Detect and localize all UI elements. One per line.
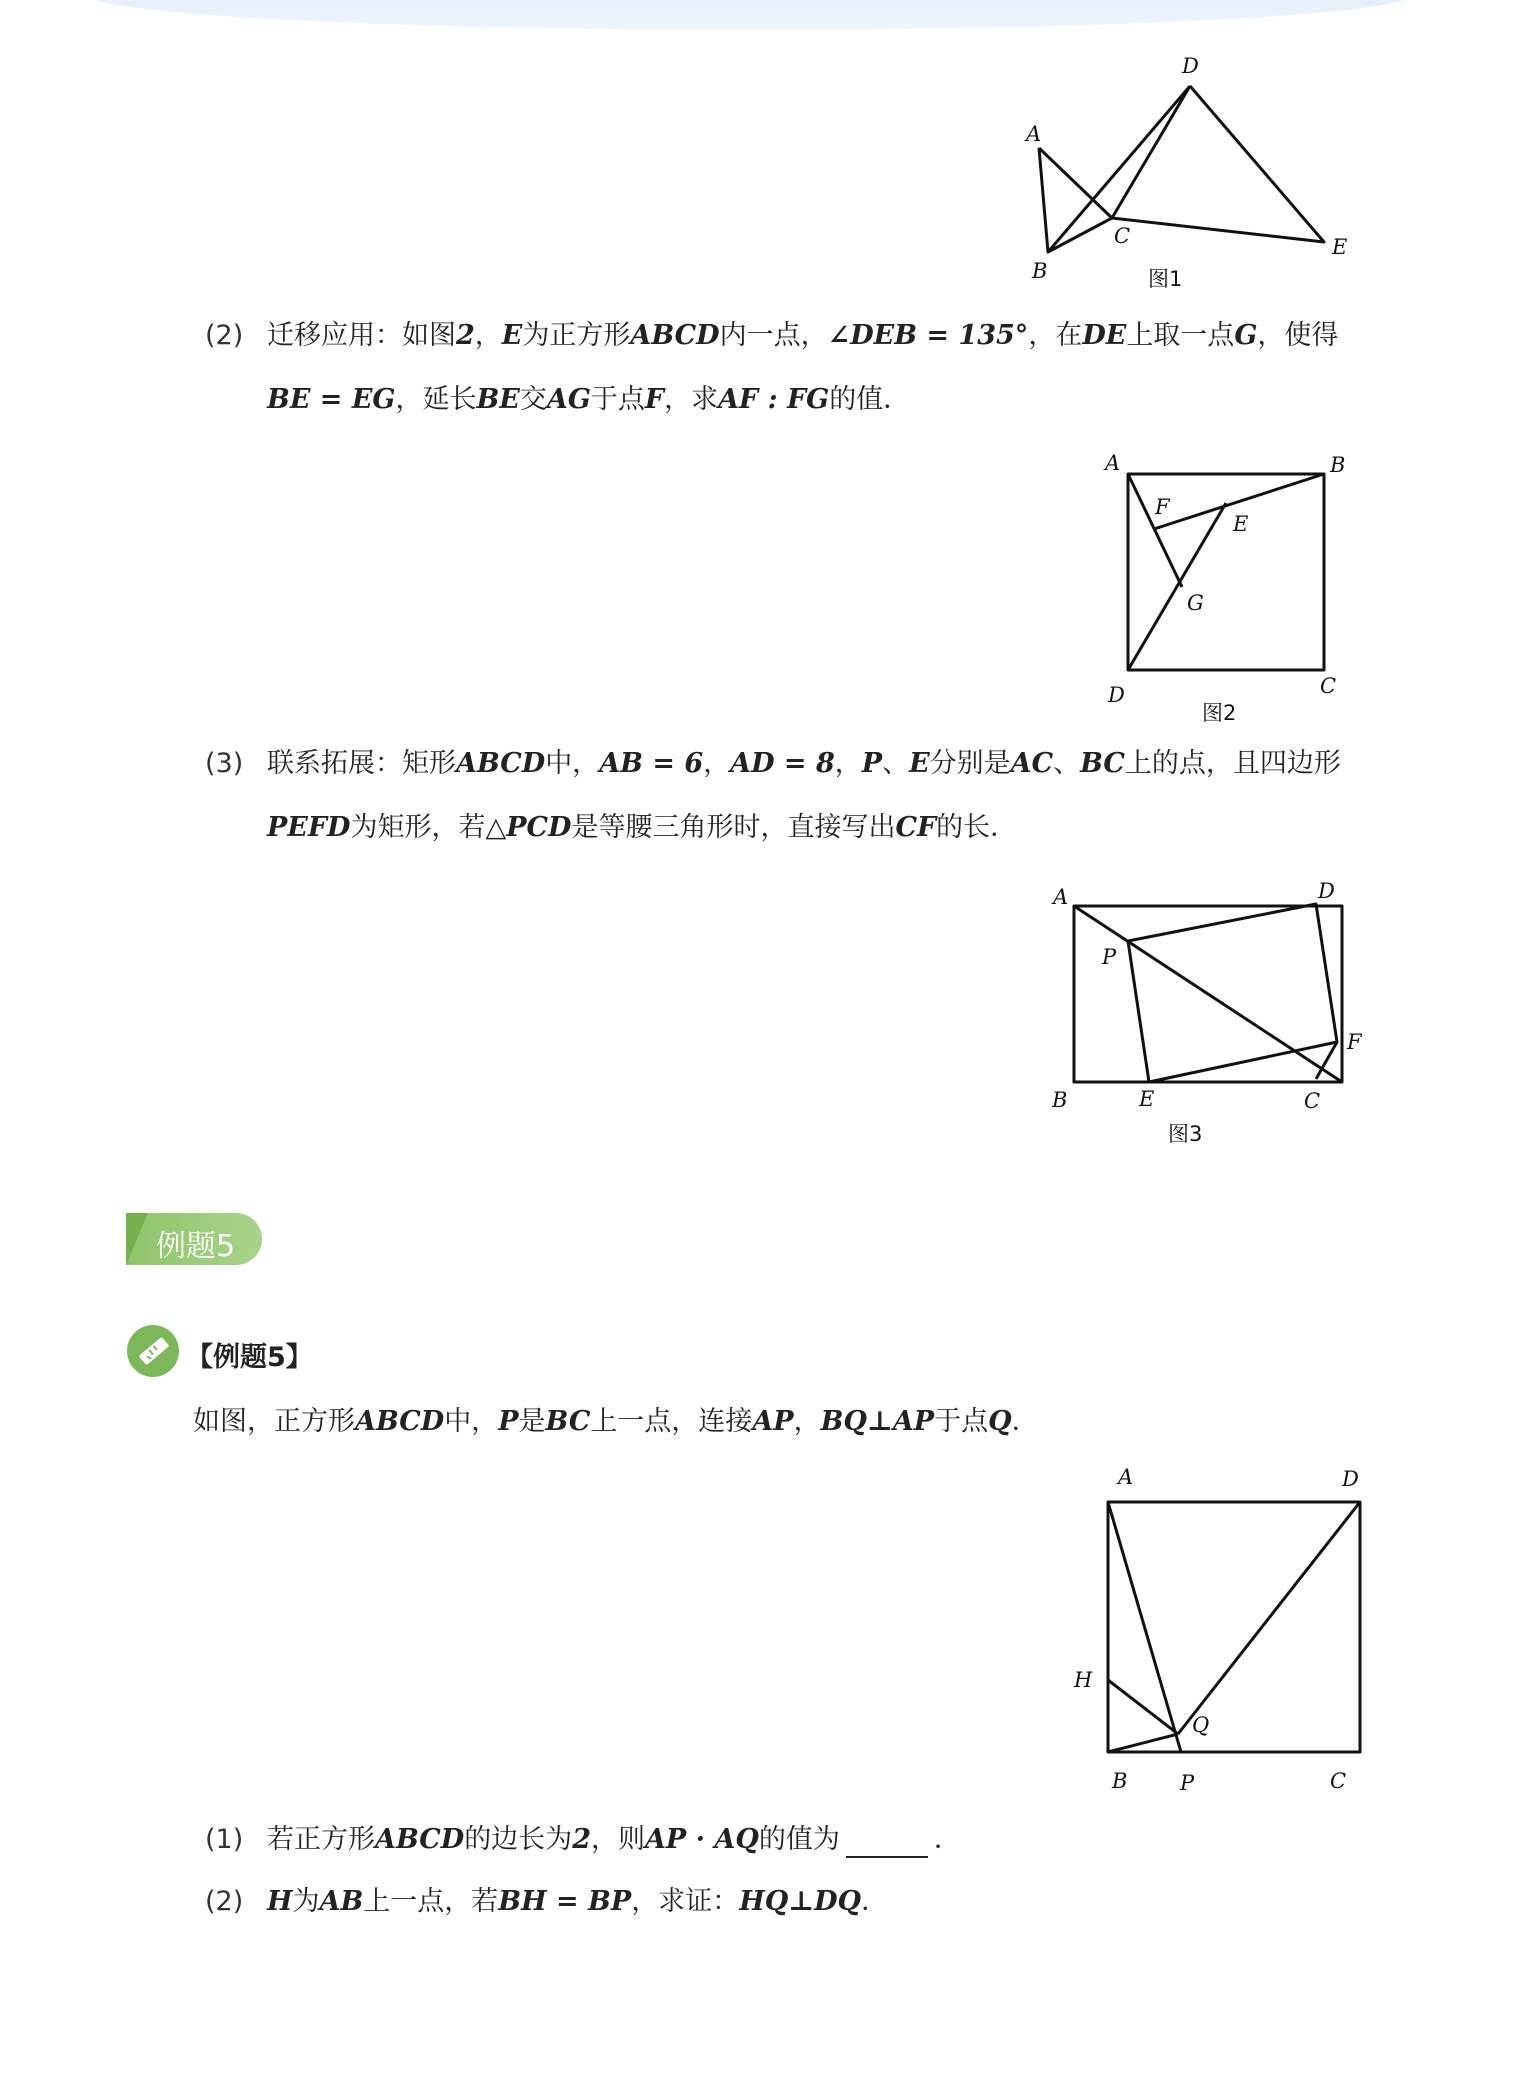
label-c: C: [1114, 224, 1131, 248]
segment-bq: [1108, 1734, 1178, 1752]
text: ，: [834, 748, 862, 779]
text: ，则: [590, 1824, 645, 1855]
question-number: (2): [205, 1886, 244, 1917]
text: 是等腰三角形时，直接写出: [571, 812, 896, 843]
figure-4: [1060, 1450, 1400, 1800]
text: ，在: [1028, 320, 1083, 351]
label-c: C: [1304, 1089, 1321, 1113]
text: ．: [1011, 1406, 1039, 1437]
math: BE: [476, 384, 520, 415]
math: P: [498, 1406, 519, 1437]
segment-ap: [1108, 1502, 1181, 1752]
figure-3: [1040, 870, 1380, 1160]
label-f: F: [1155, 495, 1170, 519]
text: 中，: [545, 748, 600, 779]
segment-dg-e: [1128, 503, 1226, 670]
text: ，延长: [395, 384, 477, 415]
label-p: P: [1102, 945, 1117, 969]
header-decoration: [90, 0, 1410, 30]
label-e: E: [1332, 235, 1348, 259]
text: 于点: [934, 1406, 989, 1437]
math: ∠DEB = 135°: [827, 320, 1029, 351]
math: AB: [319, 1886, 364, 1917]
math: E: [501, 320, 523, 351]
figure-3-caption: 图3: [1168, 1122, 1203, 1146]
label-p: P: [1180, 1771, 1195, 1795]
math: ABCD: [456, 748, 546, 779]
label-d: D: [1342, 1467, 1359, 1491]
label-a: A: [1118, 1465, 1134, 1489]
text: ．: [933, 1824, 961, 1855]
math: PEFD: [267, 812, 351, 843]
text: 为: [292, 1886, 320, 1917]
text: ，使得: [1257, 320, 1339, 351]
text: 、: [1053, 748, 1081, 779]
example-stem: [193, 1404, 1039, 1440]
question-number: (1): [205, 1824, 244, 1855]
math: BC: [1080, 748, 1125, 779]
text: 联系拓展：矩形: [267, 748, 456, 779]
label-b: B: [1112, 1769, 1128, 1793]
text: 如图，正方形: [193, 1406, 355, 1437]
math: CF: [895, 812, 937, 843]
example-title: 【例题5】: [186, 1342, 313, 1373]
text: ，: [703, 748, 731, 779]
math: AG: [546, 384, 591, 415]
label-a: A: [1026, 122, 1042, 146]
math: △PCD: [485, 812, 572, 843]
label-e: E: [1139, 1087, 1155, 1111]
label-b: B: [1032, 259, 1048, 283]
segment-qd: [1178, 1502, 1360, 1734]
math: BE = EG: [267, 384, 396, 415]
math: BQ⊥AP: [820, 1406, 935, 1437]
math: F: [644, 384, 665, 415]
text: ，: [793, 1406, 821, 1437]
math: BC: [545, 1406, 591, 1437]
text: 于点: [590, 384, 645, 415]
label-e: E: [1233, 512, 1249, 536]
text: 上一点，若: [363, 1886, 499, 1917]
ruler-pencil-icon: [127, 1325, 179, 1377]
text: 上取一点: [1126, 320, 1235, 351]
section-tab-label: 例题5: [156, 1229, 236, 1264]
text: ，求证：: [631, 1886, 740, 1917]
math: ABCD: [355, 1406, 445, 1437]
math: 2: [456, 320, 475, 351]
text: 上的点，且四边形: [1124, 748, 1341, 779]
text: 的值．: [829, 384, 911, 415]
math: G: [1234, 320, 1258, 351]
label-c: C: [1330, 1769, 1347, 1793]
example-question-2: [205, 1884, 888, 1920]
text: 的值为: [758, 1824, 840, 1855]
math: E: [909, 748, 930, 779]
diagonal-ac: [1074, 906, 1342, 1082]
figure-2-caption: 图2: [1202, 701, 1237, 725]
math: Q: [988, 1406, 1012, 1437]
label-b: B: [1330, 453, 1346, 477]
math: 2: [572, 1824, 591, 1855]
section-tab: [126, 1213, 262, 1265]
math: AP · AQ: [644, 1824, 759, 1855]
math: HQ⊥DQ: [739, 1886, 862, 1917]
figure-1-caption: 图1: [1148, 267, 1183, 291]
math: AB = 6: [599, 748, 704, 779]
label-h: H: [1074, 1668, 1093, 1692]
rectangle-pefd: [1128, 904, 1337, 1082]
question-number: (2): [205, 320, 244, 351]
figure-1: [1000, 40, 1380, 300]
label-f: F: [1347, 1030, 1362, 1054]
label-a: A: [1105, 451, 1121, 475]
label-c: C: [1320, 674, 1337, 698]
question-2-line-1: [205, 318, 1338, 354]
math: DE: [1082, 320, 1127, 351]
text: 交: [519, 384, 547, 415]
math: H: [267, 1886, 293, 1917]
question-2-line-2: [267, 382, 910, 418]
text: 内一点，: [719, 320, 828, 351]
text: ．: [861, 1886, 889, 1917]
answer-blank[interactable]: [846, 1828, 928, 1858]
label-g: G: [1187, 591, 1204, 615]
label-b: B: [1052, 1088, 1068, 1112]
text: 的边长为: [464, 1824, 573, 1855]
math: AD = 8: [730, 748, 835, 779]
label-d: D: [1318, 879, 1335, 903]
question-number: (3): [205, 748, 244, 779]
text: 为矩形，若: [350, 812, 486, 843]
text: 上一点，连接: [590, 1406, 753, 1437]
text: 是: [518, 1406, 546, 1437]
label-a: A: [1053, 885, 1069, 909]
math: AF : FG: [718, 384, 830, 415]
text: 迁移应用：如图: [267, 320, 456, 351]
text: 若正方形: [267, 1824, 375, 1855]
text: 为正方形: [522, 320, 631, 351]
example-question-1: [205, 1822, 961, 1858]
figure-2: [1090, 440, 1370, 740]
label-q: Q: [1192, 1713, 1210, 1737]
triangle-abc: [1039, 148, 1112, 252]
segment-ag-d: [1128, 474, 1182, 587]
question-3-line-1: [205, 746, 1341, 782]
question-3-line-2: [267, 810, 1017, 846]
text: ，: [474, 320, 502, 351]
label-d: D: [1108, 683, 1125, 707]
math: P: [861, 748, 883, 779]
text: 分别是: [929, 748, 1011, 779]
label-d: D: [1182, 54, 1199, 78]
math: BH = BP: [498, 1886, 632, 1917]
text: 的长．: [936, 812, 1018, 843]
math: ABCD: [375, 1824, 465, 1855]
text: ，求: [664, 384, 719, 415]
math: AP: [752, 1406, 794, 1437]
math: ABCD: [630, 320, 720, 351]
text: 中，: [444, 1406, 499, 1437]
text: 、: [882, 748, 910, 779]
math: AC: [1010, 748, 1054, 779]
triangle-dce: [1112, 86, 1324, 242]
